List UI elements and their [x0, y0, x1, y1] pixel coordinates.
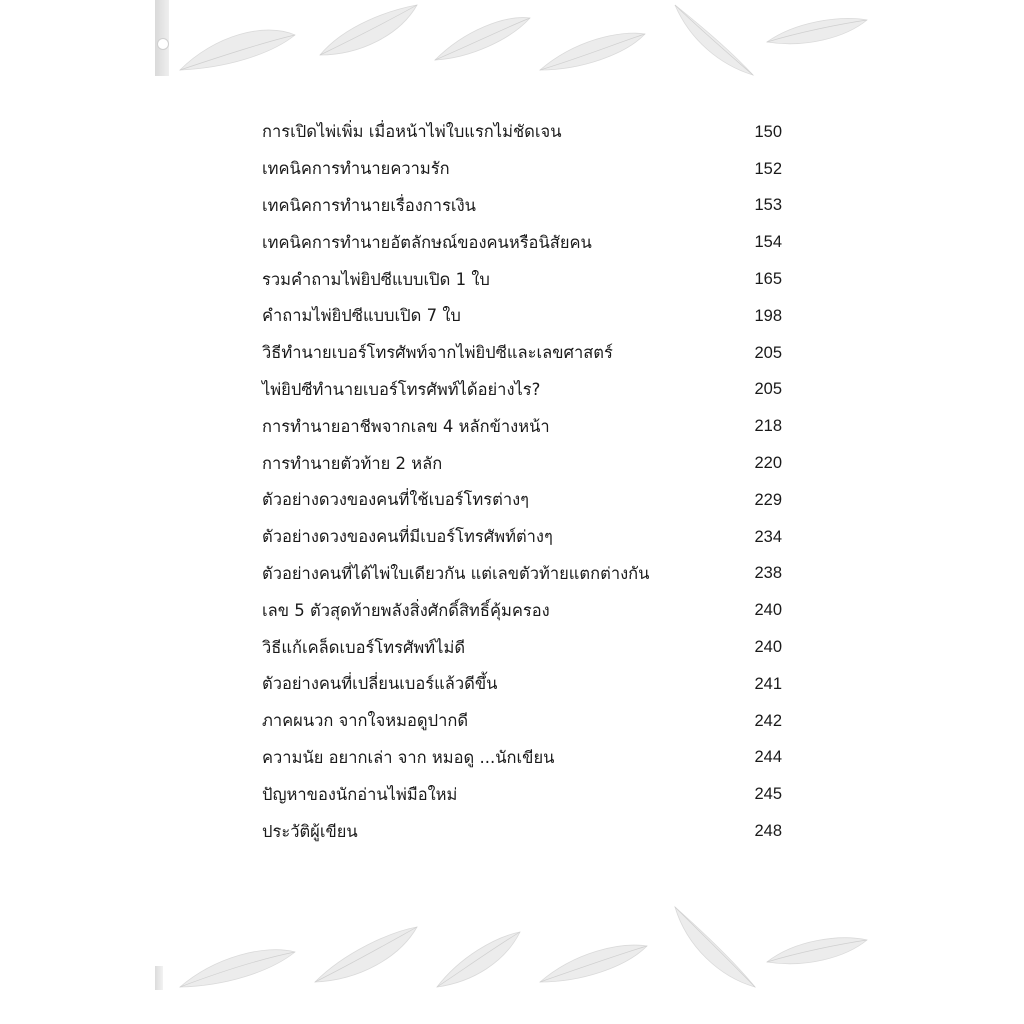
- toc-entry-title: เทคนิคการทำนายอัตลักษณ์ของคนหรือนิสัยคน: [262, 232, 592, 252]
- table-of-contents: [262, 114, 782, 850]
- toc-entry-page-number: 241: [754, 674, 782, 693]
- toc-entry-title: ความนัย อยากเล่า จาก หมอดู ...นักเขียน: [262, 747, 555, 767]
- toc-entry: [262, 740, 782, 777]
- toc-entry-title: การเปิดไพ่เพิ่ม เมื่อหน้าไพ่ใบแรกไม่ชัดเจน: [262, 122, 562, 142]
- toc-entry-page-number: 218: [754, 417, 782, 436]
- toc-entry: [262, 813, 782, 850]
- feather-border-bottom: [155, 902, 870, 992]
- toc-entry-title: ตัวอย่างดวงของคนที่มีเบอร์โทรศัพท์ต่างๆ: [262, 527, 553, 547]
- toc-entry: [262, 298, 782, 335]
- toc-entry: [262, 666, 782, 703]
- toc-entry-title: วิธีแก้เคล็ดเบอร์โทรศัพท์ไม่ดี: [262, 637, 466, 657]
- toc-entry-title: ตัวอย่างดวงของคนที่ใช้เบอร์โทรต่างๆ: [262, 490, 529, 510]
- toc-entry: [262, 151, 782, 188]
- toc-entry-page-number: 234: [754, 527, 782, 546]
- toc-entry-page-number: 244: [754, 748, 782, 767]
- toc-entry-page-number: 150: [754, 122, 782, 141]
- toc-entry: [262, 408, 782, 445]
- toc-entry-title: ไพ่ยิปซีทำนายเบอร์โทรศัพท์ได้อย่างไร?: [262, 379, 541, 399]
- toc-entry-page-number: 240: [754, 601, 782, 620]
- toc-entry-page-number: 198: [754, 306, 782, 325]
- toc-entry-title: การทำนายตัวท้าย 2 หลัก: [262, 453, 443, 473]
- toc-entry-page-number: 245: [754, 785, 782, 804]
- toc-entry: [262, 556, 782, 593]
- toc-entry-title: ประวัติผู้เขียน: [262, 821, 358, 841]
- toc-entry-title: คำถามไพ่ยิปซีแบบเปิด 7 ใบ: [262, 306, 461, 326]
- toc-entry-title: เทคนิคการทำนายเรื่องการเงิน: [262, 195, 476, 215]
- toc-entry-page-number: 205: [754, 343, 782, 362]
- toc-entry-title: เทคนิคการทำนายความรัก: [262, 159, 450, 179]
- toc-entry: [262, 224, 782, 261]
- toc-entry-title: ตัวอย่างคนที่เปลี่ยนเบอร์แล้วดีขึ้น: [262, 674, 498, 694]
- feather-icon: [180, 950, 295, 987]
- toc-entry-page-number: 165: [754, 270, 782, 289]
- toc-entry-title: การทำนายอาชีพจากเลข 4 หลักข้างหน้า: [262, 416, 550, 436]
- toc-entry: [262, 629, 782, 666]
- feather-icon: [767, 938, 867, 964]
- toc-entry: [262, 188, 782, 225]
- feather-icon: [540, 33, 645, 70]
- feather-border-top: [155, 0, 870, 90]
- toc-entry: [262, 592, 782, 629]
- toc-entry: [262, 372, 782, 409]
- toc-entry: [262, 519, 782, 556]
- toc-entry-title: ตัวอย่างคนที่ได้ไพ่ใบเดียวกัน แต่เลขตัวท้ายแตกต่างกัน: [262, 563, 650, 583]
- toc-entry-page-number: 152: [754, 159, 782, 178]
- toc-entry-title: เลข 5 ตัวสุดท้ายพลังสิ่งศักดิ์สิทธิ์คุ้มครอง: [262, 600, 550, 620]
- toc-entry: [262, 445, 782, 482]
- toc-entry-title: ปัญหาของนักอ่านไพ่มือใหม่: [262, 784, 458, 804]
- toc-entry-title: รวมคำถามไพ่ยิปซีแบบเปิด 1 ใบ: [262, 269, 490, 289]
- toc-entry-page-number: 240: [754, 638, 782, 657]
- toc-entry-page-number: 154: [754, 233, 782, 252]
- toc-entry-title: ภาคผนวก จากใจหมอดูปากดี: [262, 711, 469, 731]
- toc-entry-page-number: 238: [754, 564, 782, 583]
- toc-entry-page-number: 205: [754, 380, 782, 399]
- toc-entry-page-number: 242: [754, 711, 782, 730]
- toc-entry: [262, 482, 782, 519]
- toc-entry-page-number: 248: [754, 822, 782, 841]
- toc-entry-page-number: 229: [754, 490, 782, 509]
- toc-entry-title: วิธีทำนายเบอร์โทรศัพท์จากไพ่ยิปซีและเลขศาสตร์: [262, 343, 613, 363]
- toc-entry-page-number: 220: [754, 454, 782, 473]
- toc-entry: [262, 776, 782, 813]
- toc-entry: [262, 261, 782, 298]
- toc-entry: [262, 114, 782, 151]
- toc-entry-page-number: 153: [754, 196, 782, 215]
- toc-entry: [262, 703, 782, 740]
- toc-entry: [262, 335, 782, 372]
